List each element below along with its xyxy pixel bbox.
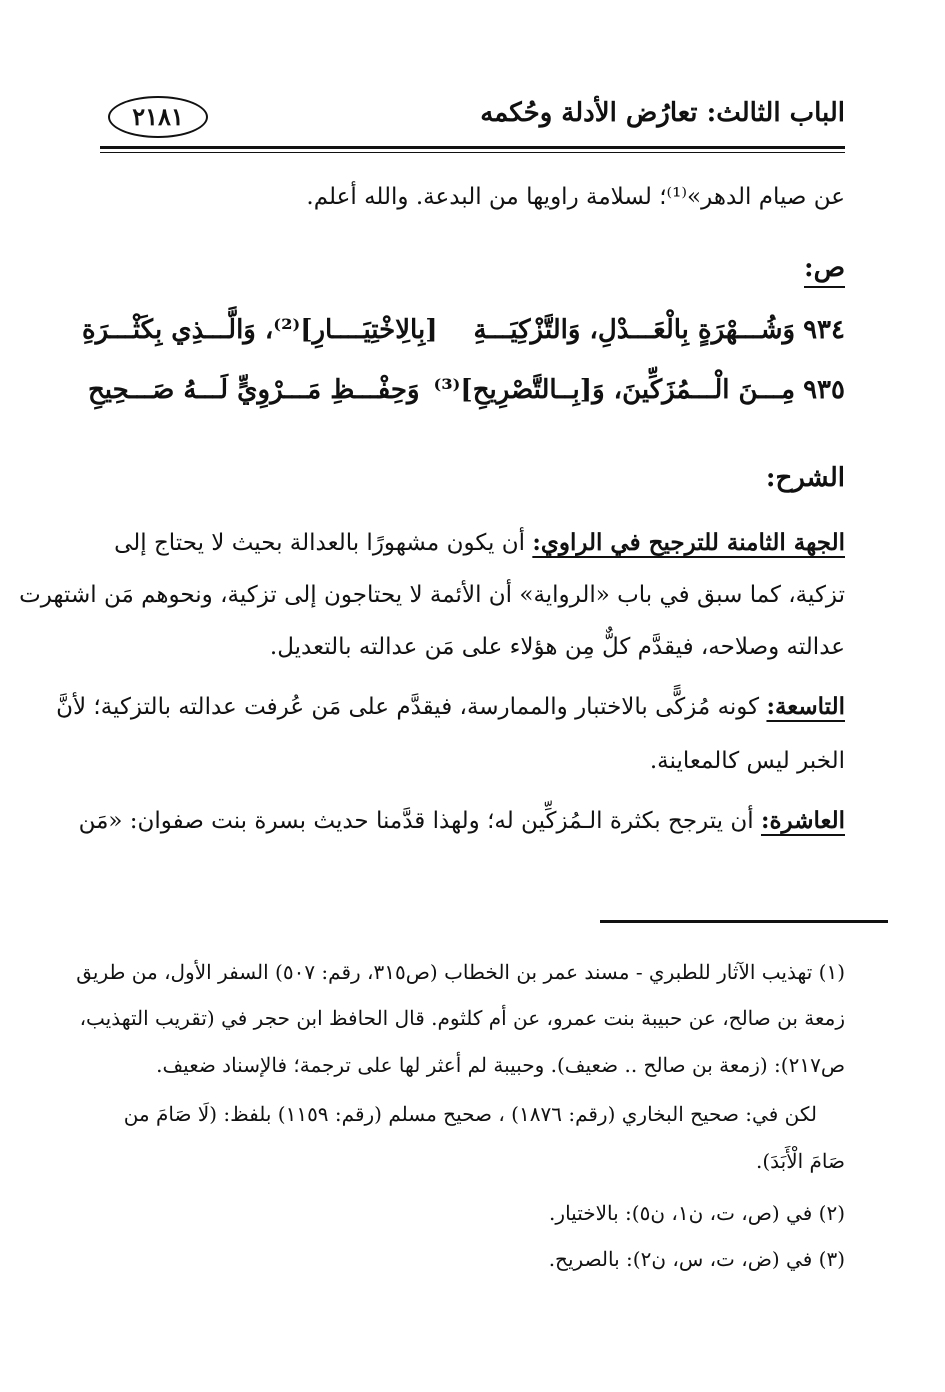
paragraph-text: كونه مُزكًّى بالاختبار والممارسة، فيقدَّم على مَن عُرفت عدالته بالتزكية؛ لأنَّ xyxy=(56,694,760,720)
footnote-1-line-1: (١) تهذيب الآثار للطبري - مسند عمر بن الخطاب (ص٣١٥، رقم: ٥٠٧) السفر الأول، من طريق xyxy=(76,960,845,984)
verse-934-first-hemistich xyxy=(474,315,845,345)
verse-935-first-hemistich xyxy=(434,375,845,405)
paragraph-lead: الجهة الثامنة للترجيح في الراوي: xyxy=(532,529,845,556)
paragraph-3-line-1 xyxy=(78,804,845,838)
text-heading: ص: xyxy=(804,250,845,288)
paragraph-text: أن يكون مشهورًا بالعدالة بحيث لا يحتاج إلى xyxy=(114,530,526,556)
verse-number: ٩٣٥ xyxy=(803,375,845,405)
paragraph-1-line-2: تزكية، كما سبق في باب «الرواية» أن الأئمة لا يحتاجون إلى تزكية، ونحوهم مَن اشتهرت xyxy=(19,582,845,608)
paragraph-text: أن يترجح بكثرة الـمُزكِّين له؛ ولهذا قدَّمنا حديث بسرة بنت صفوان: «مَن xyxy=(78,808,754,834)
paragraph-1-line-3: عدالته وصلاحه، فيقدَّم كلٌّ مِن هؤلاء على مَن عدالته بالتعديل. xyxy=(269,634,845,660)
paragraph-2-line-2: الخبر ليس كالمعاينة. xyxy=(649,748,845,774)
verse-934-second-hemistich: [بِالِاخْتِيَــــارِ]⁽²⁾، وَالَّـــذِي بِكَثْـــرَةِ xyxy=(82,315,438,345)
paragraph-lead: العاشرة: xyxy=(760,807,845,834)
verse-text: مِـــنَ الْـــمُزَكِّينَ، وَ[بِــالتَّصْرِيحِ]⁽³⁾ xyxy=(433,375,796,405)
footnote-rule xyxy=(600,920,888,923)
header-rule-thin xyxy=(100,152,845,153)
paragraph-lead: التاسعة: xyxy=(766,693,845,720)
paragraph-1-line-1 xyxy=(100,526,845,560)
footnote-1-line-5: صَامَ الْأَبَدَ). xyxy=(755,1149,845,1173)
footnote-1-line-2: زمعة بن صالح، عن حبيبة بنت عمرو، عن أم كلثوم. قال الحافظ ابن حجر في (تقريب التهذيب، xyxy=(79,1006,845,1030)
page-number: ٢١٨١ xyxy=(108,96,208,138)
verse-text: وَشُـــهْرَةٍ بِالْعَـــدْلِ، وَالتَّزْكِيَـــةِ xyxy=(473,315,796,345)
footnote-2: (٢) في (ص، ت، ن١، ن٥): بالاختيار. xyxy=(549,1201,845,1225)
commentary-heading: الشرح: xyxy=(765,463,845,493)
verse-number: ٩٣٤ xyxy=(803,315,845,345)
footnote-3: (٣) في (ض، ت، س، ن٢): بالصريح. xyxy=(548,1247,845,1271)
footnote-1-line-4: لكن في: صحيح البخاري (رقم: ١٨٧٦) ، صحيح مسلم (رقم: ١١٥٩) بلفظ: (لَا صَامَ من xyxy=(123,1102,817,1126)
running-title: الباب الثالث: تعارُض الأدلة وحُكمه xyxy=(480,98,845,128)
intro-line: عن صيام الدهر»⁽¹⁾؛ لسلامة راويها من البدعة. والله أعلم. xyxy=(306,184,845,210)
footnote-1-line-3: ص٢١٧): (زمعة بن صالح .. ضعيف). وحبيبة لم أعثر لها على ترجمة؛ فالإسناد ضعيف. xyxy=(156,1053,845,1077)
verse-935-second-hemistich: وَحِفْـــظِ مَـــرْوِيٍّ لَـــهُ صَـــحِيحِ xyxy=(88,375,420,405)
header-rule xyxy=(100,146,845,149)
paragraph-2-line-1 xyxy=(56,690,845,724)
